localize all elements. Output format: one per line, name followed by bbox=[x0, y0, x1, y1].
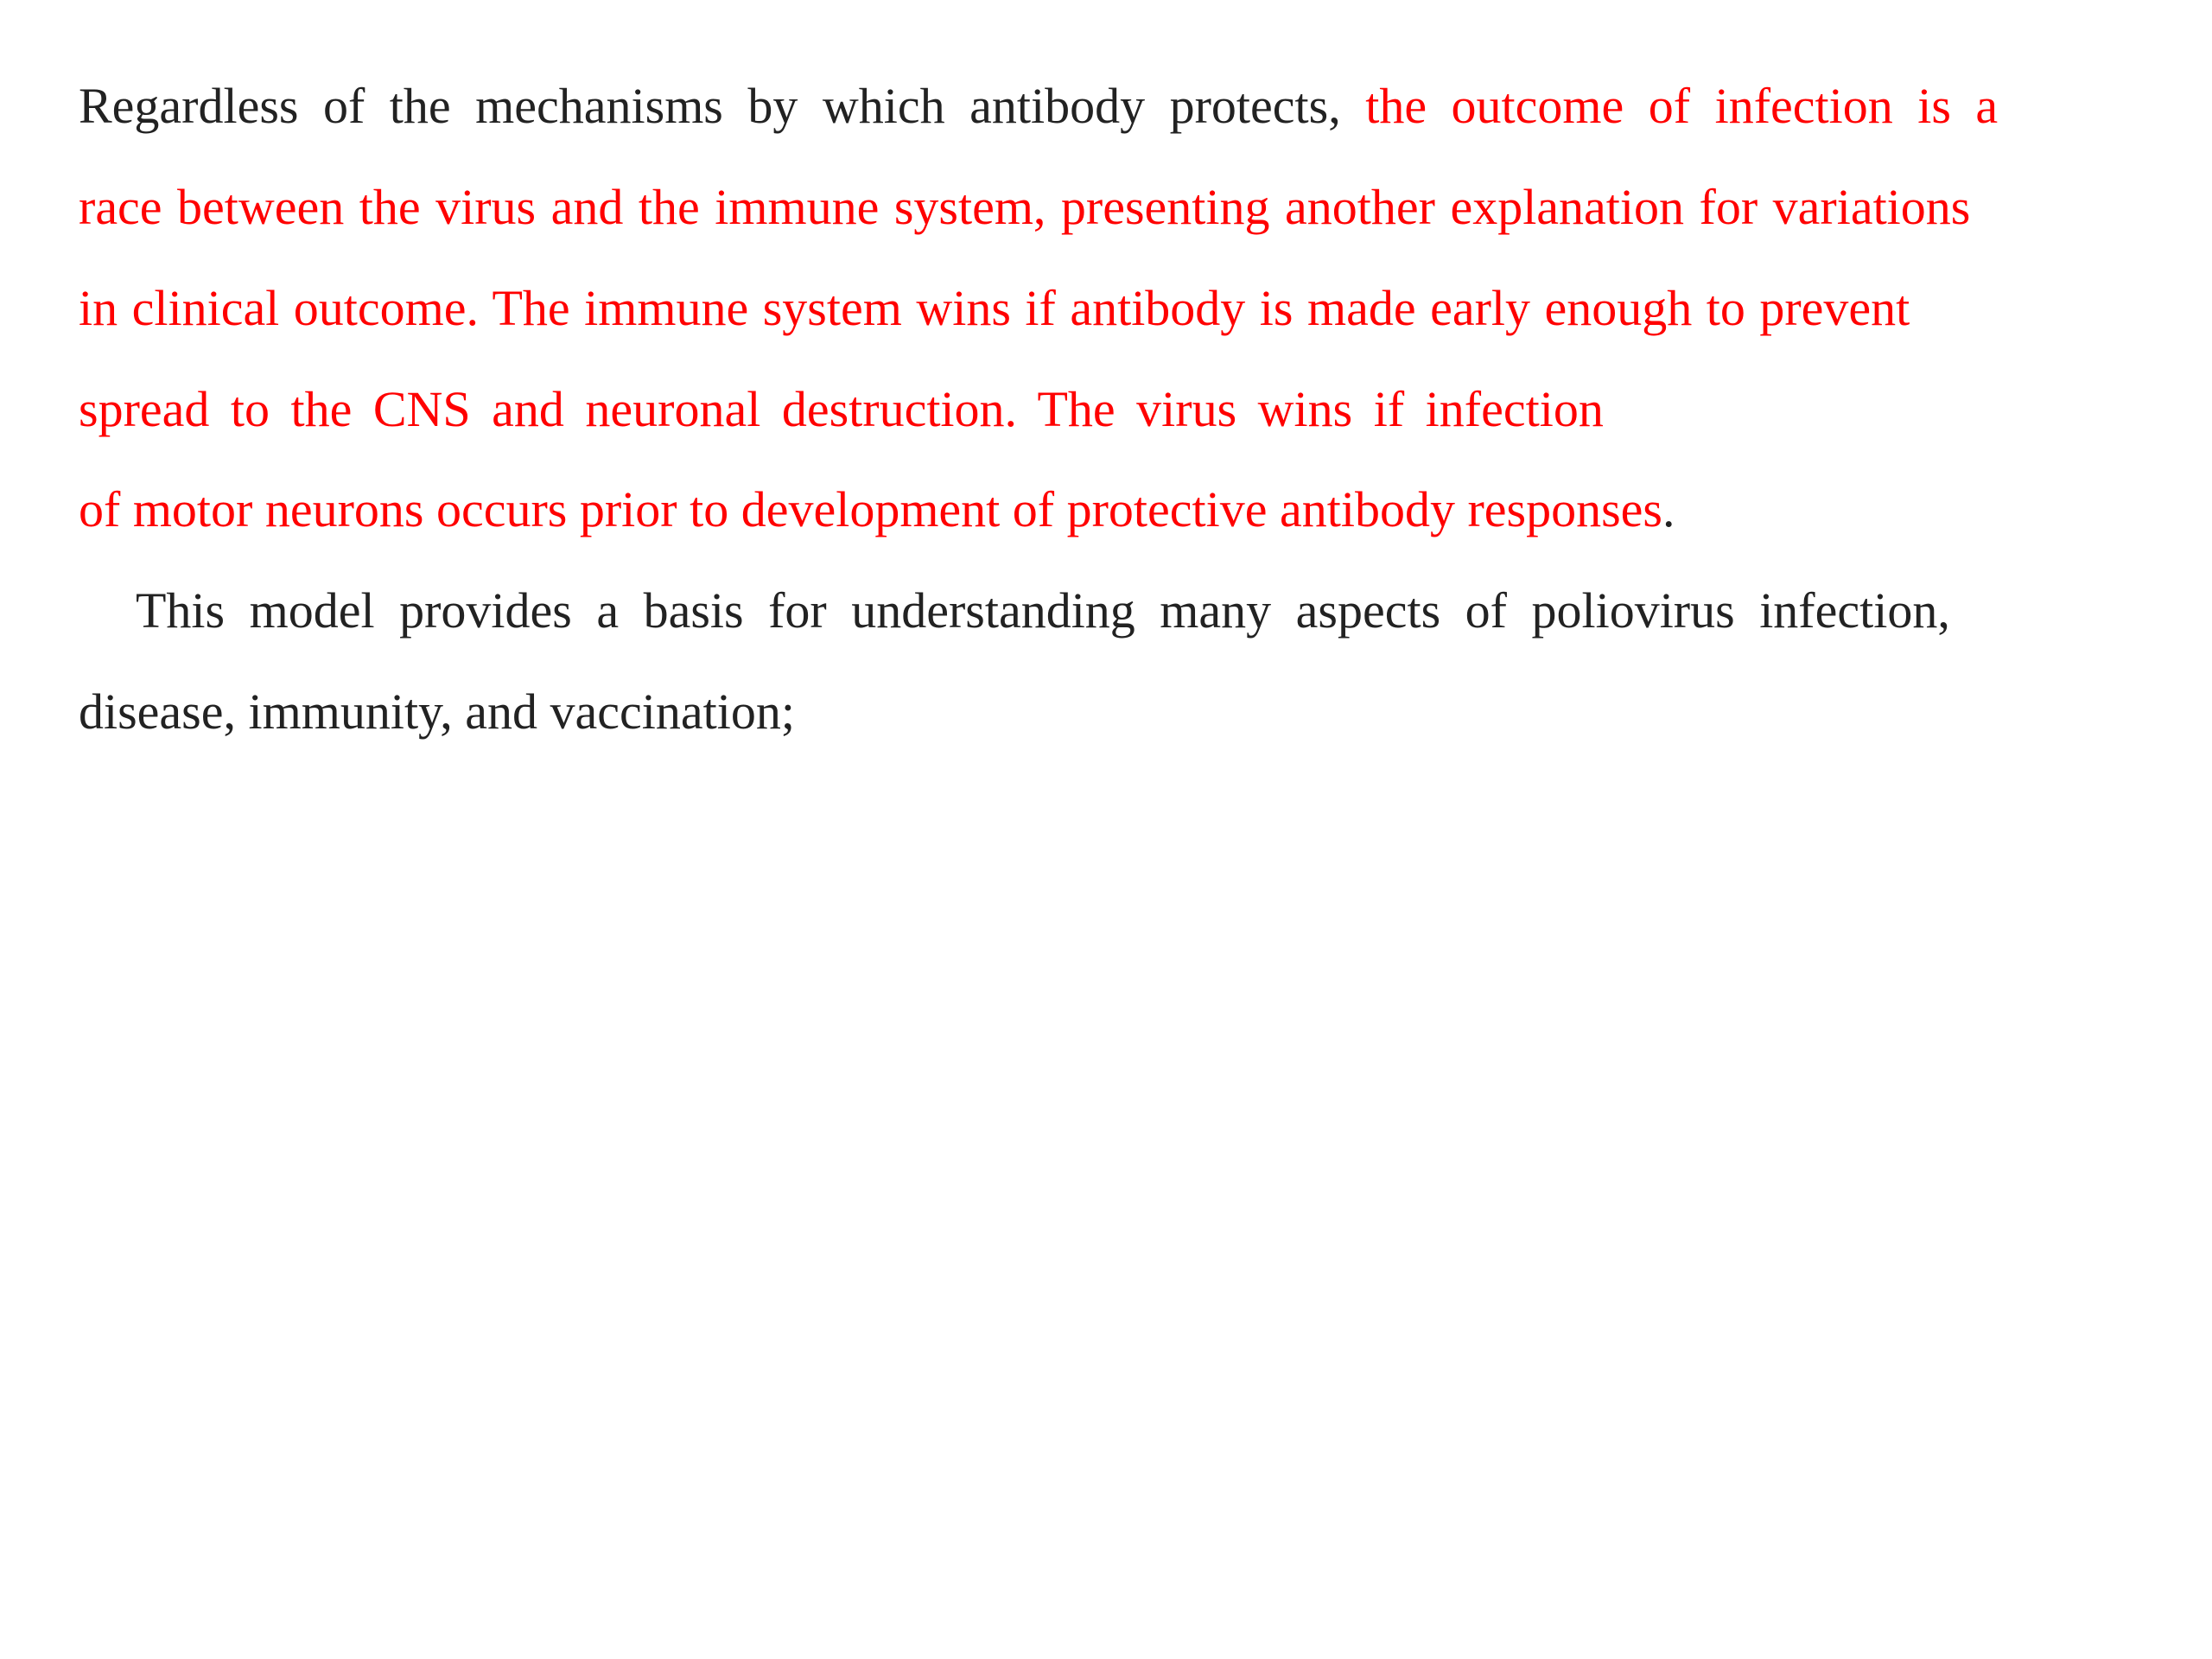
plain-text: disease, immunity, and vaccination; bbox=[79, 683, 795, 740]
paragraph-1-line-1 bbox=[79, 76, 1998, 137]
plain-text: Regardless of the mechanisms by which antibody protects, bbox=[79, 78, 1366, 134]
paragraph-1-line-4 bbox=[79, 379, 1604, 440]
paragraph-2-line-2 bbox=[79, 682, 795, 742]
paragraph-1-line-3 bbox=[79, 278, 1910, 339]
highlighted-text: race between the virus and the immune system, presenting another explanation for variations bbox=[79, 179, 1971, 235]
highlighted-text: of motor neurons occurs prior to development of protective antibody responses bbox=[79, 481, 1662, 537]
paragraph-1-line-2 bbox=[79, 177, 1970, 238]
paragraph-2-line-1 bbox=[136, 581, 1950, 641]
highlighted-text: in clinical outcome. The immune system wins if antibody is made early enough to prevent bbox=[79, 280, 1910, 336]
paragraph-1-line-5 bbox=[79, 480, 1675, 540]
plain-text: . bbox=[1662, 481, 1675, 537]
plain-text: This model provides a basis for understanding many aspects of poliovirus infection, bbox=[136, 582, 1950, 639]
highlighted-text: spread to the CNS and neuronal destruction. The virus wins if infection bbox=[79, 381, 1604, 437]
highlighted-text: the outcome of infection is a bbox=[1365, 78, 1999, 134]
